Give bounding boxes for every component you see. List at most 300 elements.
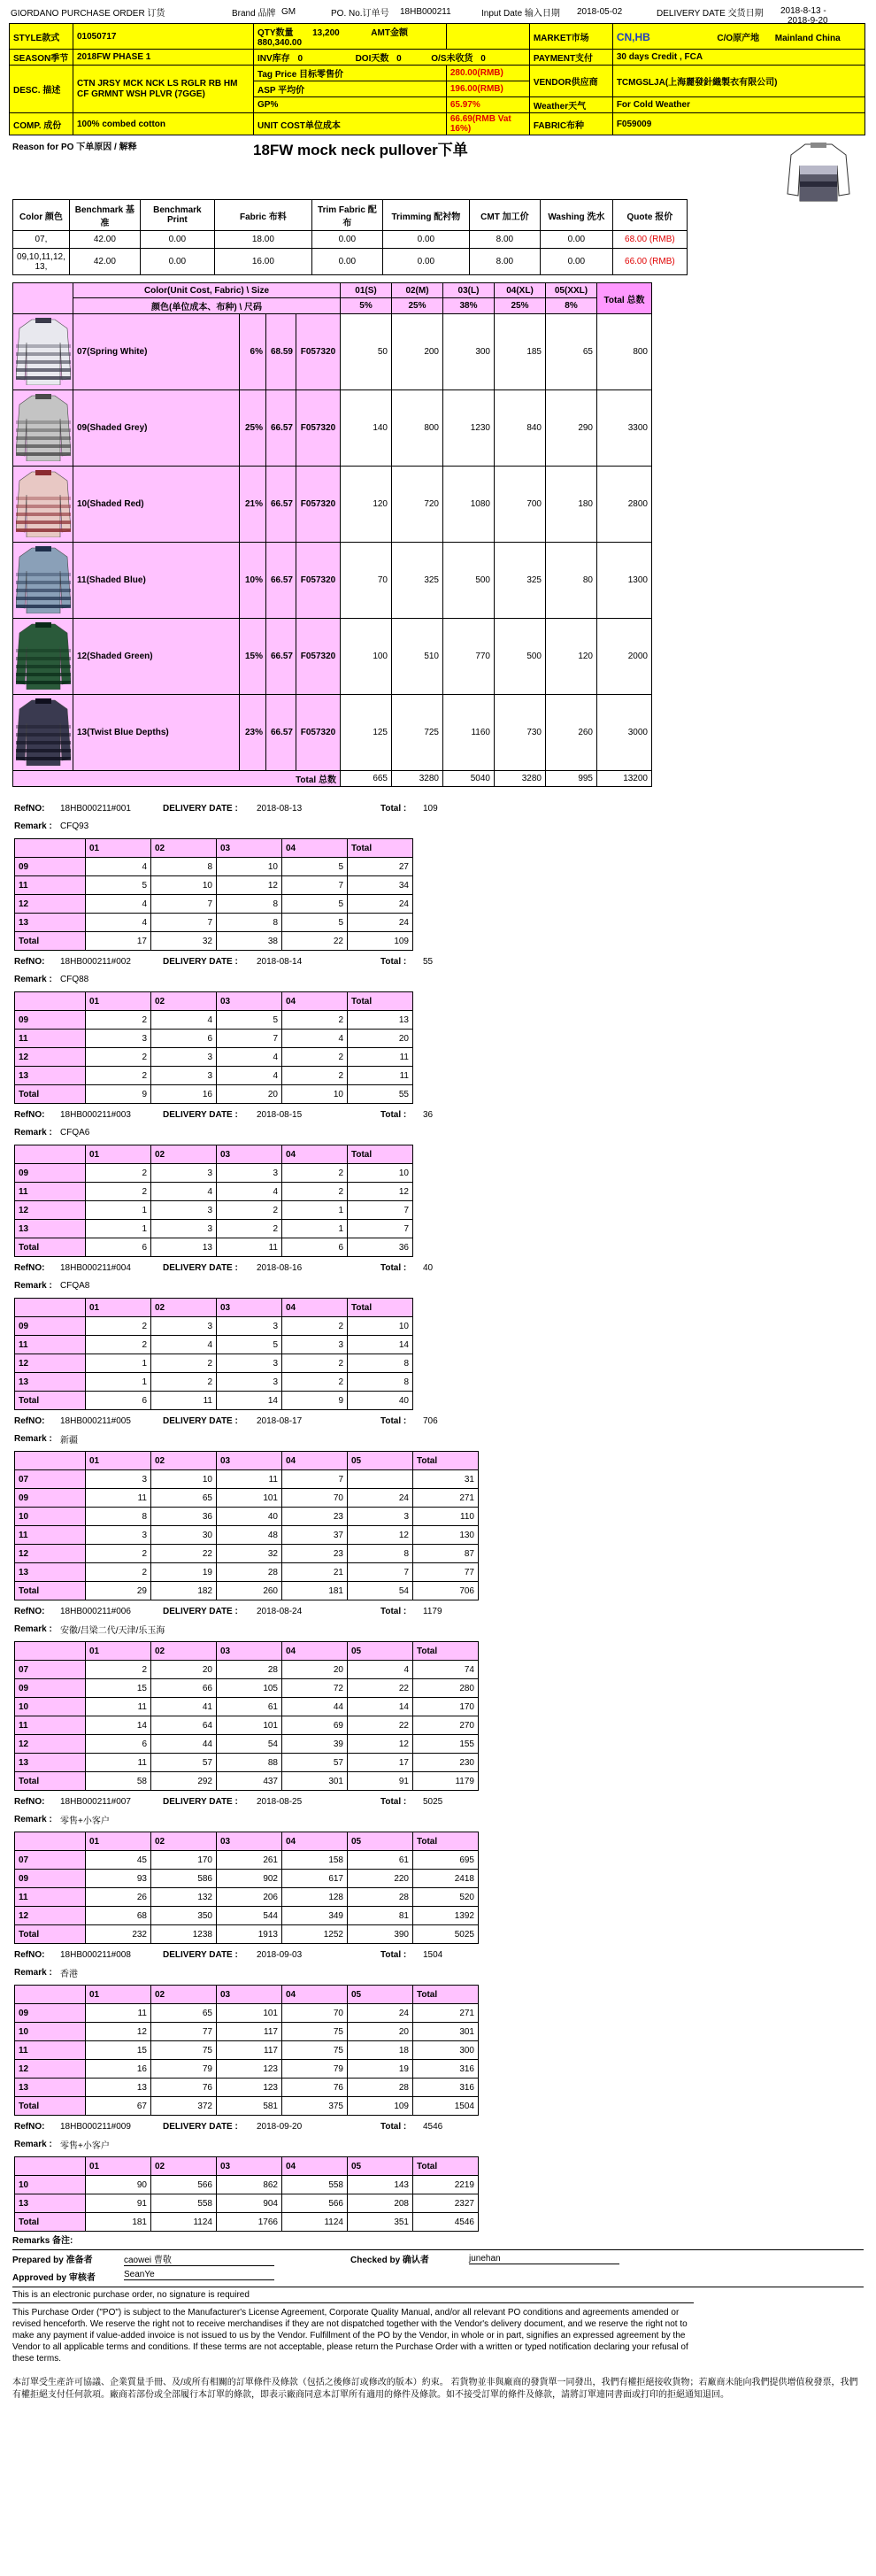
- delivery-qty: 5: [282, 914, 348, 932]
- delivery-qty: 130: [413, 1526, 479, 1545]
- delivery-qty: 12: [348, 1735, 413, 1754]
- delivery-color: 12: [15, 1907, 86, 1925]
- delivery-row: [15, 1489, 479, 1508]
- delivery-qty: 8: [86, 1508, 151, 1526]
- delivery-row: [15, 1772, 479, 1791]
- delivery-row: [15, 1011, 413, 1030]
- delivery-label: DELIVERY DATE :: [163, 1606, 238, 1616]
- delivery-row: [15, 1238, 413, 1257]
- size-qty: 65: [546, 314, 597, 390]
- delivery-qty: 2: [86, 1164, 151, 1183]
- delivery-qty: 182: [151, 1582, 217, 1600]
- delivery-qty: 28: [217, 1661, 282, 1679]
- delivery-row: [15, 1048, 413, 1067]
- delivery-qty: 4: [282, 1030, 348, 1048]
- ref-number: 18HB000211#009: [60, 2121, 131, 2132]
- ref-line: [0, 2117, 876, 2135]
- delivery-color: 11: [15, 1183, 86, 1201]
- delivery-qty: 34: [348, 876, 413, 895]
- delivery-color: 11: [15, 876, 86, 895]
- ref-total-label: Total :: [380, 1262, 407, 1273]
- delivery-qty: 105: [217, 1679, 282, 1698]
- delivery-qty: 230: [413, 1754, 479, 1772]
- delivery-qty: 61: [217, 1698, 282, 1716]
- delivery-qty: 2: [282, 1317, 348, 1336]
- delivery-qty: 349: [282, 1907, 348, 1925]
- delivery-qty: 39: [282, 1735, 348, 1754]
- delivery-size-col: 03: [217, 1986, 282, 2004]
- delivery-qty: 2: [86, 1067, 151, 1085]
- delivery-date: 2018-08-17: [257, 1415, 303, 1426]
- delivery-block: [0, 1793, 876, 1944]
- delivery-size-col: 02: [151, 1832, 217, 1851]
- delivery-qty: 558: [282, 2176, 348, 2194]
- delivery-qty: 54: [348, 1582, 413, 1600]
- delivery-qty: 170: [413, 1698, 479, 1716]
- size-qty: 140: [341, 390, 392, 467]
- delivery-qty: 390: [348, 1925, 413, 1944]
- delivery-qty: 75: [282, 2041, 348, 2060]
- delivery-table: [14, 838, 413, 951]
- delivery-row: [15, 1317, 413, 1336]
- delivery-qty: 3: [151, 1048, 217, 1067]
- delivery-row: [15, 2097, 479, 2116]
- size-qty: 290: [546, 390, 597, 467]
- remark-line: [0, 817, 876, 835]
- delivery-color: 12: [15, 2060, 86, 2079]
- delivery-qty: 20: [282, 1661, 348, 1679]
- delivery-row: [15, 2079, 479, 2097]
- delivery-qty: 31: [413, 1470, 479, 1489]
- delivery-qty: 566: [282, 2194, 348, 2213]
- delivery-row: [15, 1373, 413, 1392]
- delivery-qty: 2: [86, 1011, 151, 1030]
- cost-cell: 07,: [13, 231, 70, 249]
- delivery-qty: 88: [217, 1754, 282, 1772]
- size-pct-05: 8%: [546, 298, 597, 314]
- delivery-qty: 70: [282, 1489, 348, 1508]
- delivery-size-col: 03: [217, 992, 282, 1011]
- delivery-label: DELIVERY DATE :: [163, 1949, 238, 1960]
- delivery-qty: 1124: [151, 2213, 217, 2232]
- remark-label: Remark :: [14, 1433, 52, 1444]
- qty-label: QTY数量: [257, 28, 294, 38]
- delivery-color: Total: [15, 2213, 86, 2232]
- size-row-total: 1300: [597, 543, 652, 619]
- delivery-qty: 54: [217, 1735, 282, 1754]
- os-label: O/S未收货: [431, 54, 473, 64]
- ref-line: [0, 1946, 876, 1963]
- delivery-size-col: 05: [348, 1452, 413, 1470]
- size-qty: 185: [495, 314, 546, 390]
- size-color-cost: 66.57: [266, 467, 296, 543]
- delivery-color: 09: [15, 1317, 86, 1336]
- delivery-qty: 8: [217, 914, 282, 932]
- delivery-qty: 22: [348, 1716, 413, 1735]
- delivery-qty: 11: [217, 1238, 282, 1257]
- delivery-qty: 57: [282, 1754, 348, 1772]
- delivery-color: Total: [15, 932, 86, 951]
- size-row-total: 800: [597, 314, 652, 390]
- delivery-qty: 3: [217, 1317, 282, 1336]
- delivery-size-col: 01: [86, 1299, 151, 1317]
- delivery-size-col: 05: [348, 1986, 413, 2004]
- remark-label: Remark :: [14, 974, 52, 984]
- delivery-qty: 3: [151, 1317, 217, 1336]
- delivery-qty: 110: [413, 1508, 479, 1526]
- size-head-2: 颜色(单位成本、布种) \ 尺码: [73, 298, 341, 314]
- delivery-qty: 5: [282, 858, 348, 876]
- ref-total-value: 55: [423, 956, 434, 967]
- delivery-qty: 66: [151, 1679, 217, 1698]
- delivery-qty: 581: [217, 2097, 282, 2116]
- size-qty: 730: [495, 695, 546, 771]
- ref-total-label: Total :: [380, 803, 407, 814]
- delivery-qty: 65: [151, 1489, 217, 1508]
- cost-cell: 16.00: [214, 249, 311, 275]
- delivery-qty: 8: [217, 895, 282, 914]
- delivery-color: 13: [15, 2194, 86, 2213]
- delivery-qty: 11: [348, 1067, 413, 1085]
- delivery-qty: 48: [217, 1526, 282, 1545]
- delivery-date: 2018-08-16: [257, 1262, 303, 1273]
- size-qty: 70: [341, 543, 392, 619]
- delivery-qty: 14: [217, 1392, 282, 1410]
- delivery-block: [0, 1106, 876, 1257]
- delivery-qty: 45: [86, 1851, 151, 1870]
- size-row-total: 3000: [597, 695, 652, 771]
- delivery-qty: 109: [348, 2097, 413, 2116]
- delivery-qty: 4: [151, 1183, 217, 1201]
- delivery-size-col: 03: [217, 2157, 282, 2176]
- delivery-color: 12: [15, 1545, 86, 1563]
- delivery-qty: 206: [217, 1888, 282, 1907]
- delivery-qty: 57: [151, 1754, 217, 1772]
- delivery-qty: 12: [348, 1526, 413, 1545]
- size-color-name: 09(Shaded Grey): [73, 390, 240, 467]
- delivery-color: 11: [15, 1716, 86, 1735]
- delivery-row: [15, 1582, 479, 1600]
- delivery-row: [15, 1661, 479, 1679]
- cost-head-8: Quote 报价: [612, 200, 687, 231]
- delivery-row: [15, 1563, 479, 1582]
- delivery-row: [15, 1220, 413, 1238]
- delivery-qty: 10: [348, 1317, 413, 1336]
- delivery-qty: 8: [348, 1354, 413, 1373]
- delivery-qty: 32: [151, 932, 217, 951]
- size-row: [13, 619, 652, 695]
- size-color-cost: 66.57: [266, 619, 296, 695]
- delivery-qty: 1: [86, 1354, 151, 1373]
- delivery-row: [15, 2004, 479, 2023]
- delivery-qty: 27: [348, 858, 413, 876]
- ref-label: RefNO:: [14, 1949, 45, 1960]
- delivery-size-col: 04: [282, 1986, 348, 2004]
- size-row-total: 3300: [597, 390, 652, 467]
- delivery-qty: 4: [151, 1011, 217, 1030]
- delivery-total-col: Total: [348, 839, 413, 858]
- delivery-qty: 375: [282, 2097, 348, 2116]
- comp-value: 100% combed cotton: [73, 113, 254, 135]
- delivery-qty: 7: [151, 914, 217, 932]
- delivery-qty: 15: [86, 1679, 151, 1698]
- ref-line: [0, 953, 876, 970]
- sweater-image: [16, 468, 71, 537]
- delivery-total-col: Total: [413, 1832, 479, 1851]
- inv-value: 0: [297, 54, 304, 64]
- doc-title: GIORDANO PURCHASE ORDER 订货: [11, 8, 165, 19]
- brand-label: Brand 品牌: [232, 8, 276, 19]
- doi-value: 0: [396, 54, 402, 64]
- ref-total-label: Total :: [380, 1949, 407, 1960]
- delivery-qty: [348, 1470, 413, 1489]
- delivery-size-col: 03: [217, 1299, 282, 1317]
- amt-label: AMT金额: [371, 28, 408, 38]
- reason-section: [0, 135, 876, 206]
- tag-label: Tag Price 目标零售价: [254, 66, 447, 81]
- cost-cell: 0.00: [140, 231, 214, 249]
- delivery-color: 09: [15, 2004, 86, 2023]
- delivery-qty: 21: [282, 1563, 348, 1582]
- size-total-head: Total 总数: [597, 283, 652, 314]
- size-qty: 180: [546, 467, 597, 543]
- ref-total-label: Total :: [380, 1415, 407, 1426]
- delivery-label: DELIVERY DATE :: [163, 1415, 238, 1426]
- cost-head-3: Fabric 布料: [214, 200, 311, 231]
- delivery-qty: 2: [282, 1067, 348, 1085]
- delivery-qty: 1913: [217, 1925, 282, 1944]
- delivery-qty: 18: [348, 2041, 413, 2060]
- delivery-size-col: 01: [86, 2157, 151, 2176]
- size-qty: 120: [546, 619, 597, 695]
- delivery-qty: 2: [282, 1373, 348, 1392]
- size-col-01: 01(S): [341, 283, 392, 298]
- delivery-qty: 28: [348, 1888, 413, 1907]
- size-color-pct: 25%: [240, 390, 266, 467]
- delivery-qty: 2: [86, 1183, 151, 1201]
- size-qty: 725: [392, 695, 443, 771]
- ref-line: [0, 1412, 876, 1430]
- delivery-qty: 41: [151, 1698, 217, 1716]
- delivery-qty: 4546: [413, 2213, 479, 2232]
- delivery-size-col: 01: [86, 839, 151, 858]
- delivery-block: [0, 799, 876, 951]
- style-label: STYLE款式: [10, 24, 73, 50]
- delivery-size-col: 01: [86, 1642, 151, 1661]
- remark-value: 新疆: [60, 1435, 78, 1446]
- delivery-qty: 7: [348, 1220, 413, 1238]
- delivery-qty: 77: [413, 1563, 479, 1582]
- delivery-qty: 20: [217, 1085, 282, 1104]
- delivery-color: 10: [15, 1698, 86, 1716]
- delivery-row: [15, 1698, 479, 1716]
- sweater-image: [16, 621, 71, 690]
- delivery-qty: 22: [282, 932, 348, 951]
- delivery-color: 13: [15, 1563, 86, 1582]
- delivery-qty: 44: [282, 1698, 348, 1716]
- delivery-qty: 11: [151, 1392, 217, 1410]
- size-qty: 1160: [443, 695, 495, 771]
- delivery-label: DELIVERY DATE :: [163, 1796, 238, 1807]
- delivery-qty: 3: [151, 1164, 217, 1183]
- delivery-qty: 40: [348, 1392, 413, 1410]
- po-header: [0, 0, 876, 26]
- size-row: [13, 390, 652, 467]
- remark-label: Remark :: [14, 1623, 52, 1634]
- delivery-qty: 271: [413, 1489, 479, 1508]
- tag-value: 280.00(RMB): [446, 66, 529, 81]
- size-pct-01: 5%: [341, 298, 392, 314]
- cost-head-2: Benchmark Print: [140, 200, 214, 231]
- delivery-qty: 117: [217, 2041, 282, 2060]
- remark-value: 安徽/吕梁二代/天津/乐玉海: [60, 1625, 165, 1636]
- delivery-qty: 6: [282, 1238, 348, 1257]
- delivery-table: [14, 1832, 479, 1944]
- delivery-size-col: 02: [151, 1299, 217, 1317]
- delivery-row: [15, 2060, 479, 2079]
- size-qty: 1080: [443, 467, 495, 543]
- size-qty: 1230: [443, 390, 495, 467]
- legal-en: This Purchase Order ("PO") is subject to the Manufacturer's License Agreement, Corporate Quality Manual, and/or all relevant PO conditions and agreements amended or revised henceforth. We reserve the right not to receive merchandises if they are not dispatched together with the Vendor's delivery document, and we reserve the right not to make any payment if value-added invoice is not issued to us by the Vendor. Fulfillment of the PO by the Vendor, in whole or in part, signifies an expressed agreement by the Vendor to all applicable terms and conditions. If these terms are not acceptable, please return the Purchase Order with a written or typed notification declaring your refusal of these terms.: [12, 2302, 694, 2364]
- delivery-row: [15, 2194, 479, 2213]
- delivery-qty: 4: [151, 1336, 217, 1354]
- delivery-qty: 76: [151, 2079, 217, 2097]
- delivery-qty: 158: [282, 1851, 348, 1870]
- delivery-qty: 170: [151, 1851, 217, 1870]
- delivery-row: [15, 1067, 413, 1085]
- delivery-qty: 2: [86, 1661, 151, 1679]
- delivery-qty: 20: [348, 1030, 413, 1048]
- size-color-cost: 66.57: [266, 390, 296, 467]
- size-pct-02: 25%: [392, 298, 443, 314]
- delivery-qty: 123: [217, 2060, 282, 2079]
- sweater-image: [16, 316, 71, 385]
- delivery-qty: 36: [348, 1238, 413, 1257]
- ref-number: 18HB000211#005: [60, 1415, 131, 1426]
- delivery-table: [14, 1298, 413, 1410]
- delivery-block: [0, 1946, 876, 2116]
- size-color-pct: 10%: [240, 543, 266, 619]
- po-label: PO. No.订单号: [331, 8, 389, 19]
- size-row: [13, 314, 652, 390]
- delivery-qty: 280: [413, 1679, 479, 1698]
- delivery-qty: 350: [151, 1907, 217, 1925]
- delivery-qty: 1124: [282, 2213, 348, 2232]
- size-qty: 100: [341, 619, 392, 695]
- delivery-color: 10: [15, 2176, 86, 2194]
- delivery-size-col: 03: [217, 839, 282, 858]
- delivery-color: Total: [15, 1925, 86, 1944]
- delivery-size-col: 05: [348, 2157, 413, 2176]
- electronic-note: This is an electronic purchase order, no signature is required: [12, 2287, 864, 2302]
- delivery-color: Total: [15, 1582, 86, 1600]
- delivery-qty: 40: [217, 1508, 282, 1526]
- size-total-label: Total 总数: [13, 771, 341, 787]
- size-qty: 50: [341, 314, 392, 390]
- legal-cn: 本訂單受生產許可協議、企業質量手冊、及/或所有相關的訂單條件及條款（包括之後修訂或修改的版本）約束。 若貨物並非與廠商的發貨單一同發出，我們有權拒絕接收貨物；若廠商未能向我們提供增值稅發票，我們有權拒絕支付任何款項。廠商若部份或全部履行本訂單的條款，即表示廠商同意本訂單所有適用的條件及條款。如不接受訂單的條件及條款，請將訂單連同書面或打印的拒絕通知退回。: [12, 2378, 858, 2400]
- delivery-qty: 10: [151, 876, 217, 895]
- size-total-cell: 995: [546, 771, 597, 787]
- delivery-row: [15, 1508, 479, 1526]
- delivery-qty: 10: [282, 1085, 348, 1104]
- delivery-block: [0, 1259, 876, 1410]
- remark-line: [0, 1620, 876, 1638]
- delivery-color: 13: [15, 914, 86, 932]
- ref-label: RefNO:: [14, 803, 45, 814]
- delivery-qty: 90: [86, 2176, 151, 2194]
- delivery-size-col: 01: [86, 1452, 151, 1470]
- delivery-color: 13: [15, 2079, 86, 2097]
- delivery-date: 2018-09-03: [257, 1949, 303, 1960]
- size-qty: 325: [495, 543, 546, 619]
- cost-head-1: Benchmark 基准: [69, 200, 140, 231]
- delivery-row: [15, 1470, 479, 1489]
- fabric-value: F059009: [612, 113, 864, 135]
- delivery-qty: 19: [151, 1563, 217, 1582]
- delivery-color: 11: [15, 1526, 86, 1545]
- delivery-color: 13: [15, 1373, 86, 1392]
- delivery-qty: 9: [86, 1085, 151, 1104]
- delivery-size-col: 01: [86, 1986, 151, 2004]
- delivery-qty: 10: [348, 1164, 413, 1183]
- fabric-label: FABRIC布种: [529, 113, 612, 135]
- cost-cell: 0.00: [382, 231, 469, 249]
- qty-value: 13,200: [312, 28, 340, 38]
- delivery-total-col: Total: [348, 992, 413, 1011]
- ref-label: RefNO:: [14, 1109, 45, 1120]
- cost-head-6: CMT 加工价: [469, 200, 540, 231]
- vendor-label: VENDOR供应商: [529, 66, 612, 97]
- delivery-total-col: Total: [413, 1986, 479, 2004]
- delivery-qty: 17: [348, 1754, 413, 1772]
- size-col-05: 05(XXL): [546, 283, 597, 298]
- delivery-qty: 2: [86, 1545, 151, 1563]
- delivery-qty: 101: [217, 2004, 282, 2023]
- delivery-qty: 520: [413, 1888, 479, 1907]
- delivery-qty: 26: [86, 1888, 151, 1907]
- size-color-fabric: F057320: [296, 390, 341, 467]
- size-qty: 500: [443, 543, 495, 619]
- ref-total-label: Total :: [380, 1109, 407, 1120]
- ref-total-label: Total :: [380, 1796, 407, 1807]
- delivery-qty: 14: [348, 1698, 413, 1716]
- delivery-qty: 11: [86, 2004, 151, 2023]
- delivery-qty: 3: [282, 1336, 348, 1354]
- delivery-qty: 261: [217, 1851, 282, 1870]
- remark-value: CFQA8: [60, 1280, 90, 1291]
- size-color-cost: 66.57: [266, 543, 296, 619]
- delivery-color: Total: [15, 1085, 86, 1104]
- delivery-size-col: 03: [217, 1452, 282, 1470]
- size-qty: 770: [443, 619, 495, 695]
- size-row-total: 2000: [597, 619, 652, 695]
- delivery-qty: 67: [86, 2097, 151, 2116]
- delivery-qty: 77: [151, 2023, 217, 2041]
- ref-line: [0, 1106, 876, 1123]
- size-qty: 840: [495, 390, 546, 467]
- delivery-qty: 24: [348, 895, 413, 914]
- delivery-qty: 3: [217, 1354, 282, 1373]
- size-head-1: Color(Unit Cost, Fabric) \ Size: [73, 283, 341, 298]
- delivery-qty: 20: [348, 2023, 413, 2041]
- delivery-block: [0, 953, 876, 1104]
- remark-label: Remark :: [14, 1967, 52, 1978]
- delivery-qty: 270: [413, 1716, 479, 1735]
- delivery-color: 13: [15, 1220, 86, 1238]
- size-row: [13, 695, 652, 771]
- delivery-qty: 4: [86, 858, 151, 876]
- delivery-total-col: Total: [348, 1299, 413, 1317]
